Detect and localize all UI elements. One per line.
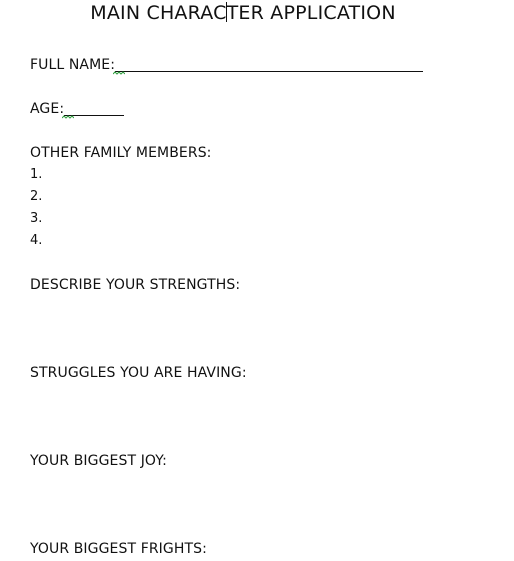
spellcheck-squiggle-icon [62, 115, 74, 119]
full-name-row [30, 57, 423, 73]
joy-label: YOUR BIGGEST JOY: [30, 453, 167, 469]
spellcheck-squiggle-icon [113, 71, 125, 75]
full-name-label: FULL NAME: [30, 57, 116, 73]
struggles-label: STRUGGLES YOU ARE HAVING: [30, 365, 247, 381]
title-text-after-cursor: ER APPLICATION [238, 2, 396, 24]
family-item-2[interactable]: 2. [30, 189, 43, 204]
age-label: AGE: [30, 101, 65, 117]
frights-label: YOUR BIGGEST FRIGHTS: [30, 541, 207, 557]
family-members-label: OTHER FAMILY MEMBERS: [30, 145, 212, 161]
family-item-4[interactable]: 4. [30, 233, 43, 248]
family-item-3[interactable]: 3. [30, 211, 43, 226]
title-text-before-cursor: MAIN CHARAC [90, 2, 227, 24]
family-item-1[interactable]: 1. [30, 167, 43, 182]
age-row [30, 101, 124, 117]
full-name-blank[interactable] [115, 57, 423, 72]
strengths-label: DESCRIBE YOUR STRENGTHS: [30, 277, 241, 293]
title-cursor-char: T [226, 2, 239, 24]
age-blank[interactable] [64, 101, 124, 116]
document-title[interactable] [0, 2, 486, 24]
